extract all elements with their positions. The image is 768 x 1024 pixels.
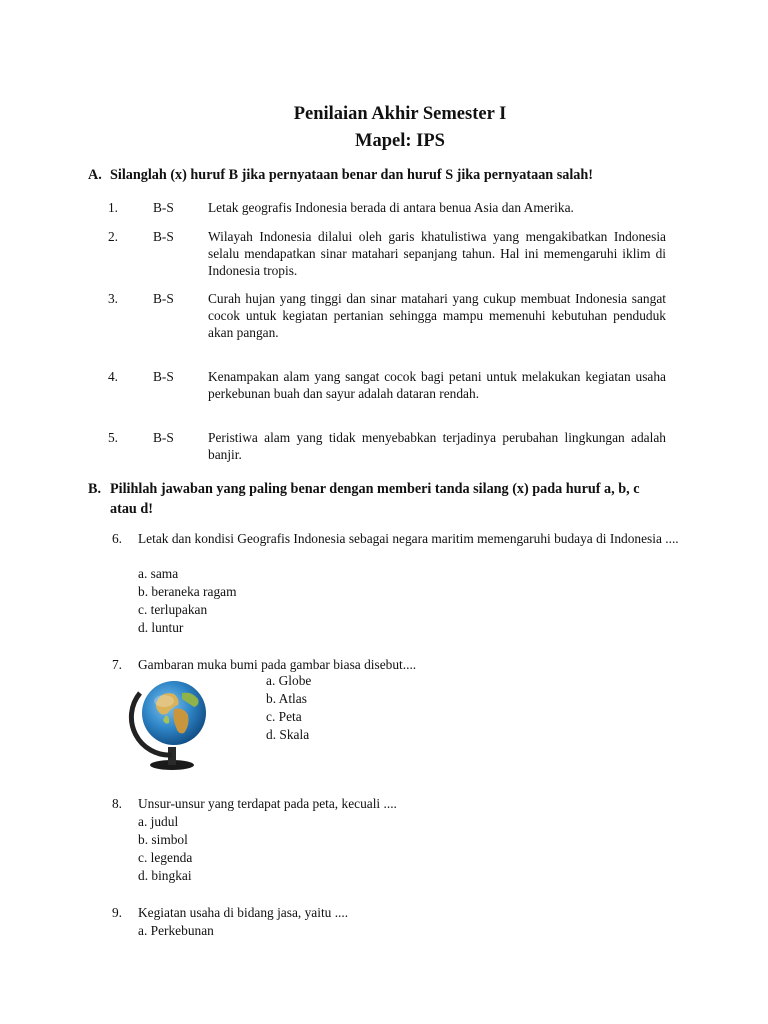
true-false-choice[interactable]: B-S xyxy=(153,430,174,445)
true-false-choice[interactable]: B-S xyxy=(153,291,174,306)
question-number: 9. xyxy=(111,905,122,920)
item-number: 3. xyxy=(107,291,118,306)
answer-option[interactable]: c. legenda xyxy=(138,850,193,865)
answer-option[interactable]: c. terlupakan xyxy=(138,602,208,617)
section-b-instruction-cont: atau d! xyxy=(110,501,153,517)
answer-option[interactable]: d. bingkai xyxy=(138,868,192,883)
answer-options xyxy=(266,672,311,744)
question-number: 7. xyxy=(111,657,122,672)
answer-option[interactable]: a. judul xyxy=(138,814,179,829)
section-b-heading xyxy=(88,479,640,519)
answer-option[interactable]: a. sama xyxy=(138,566,179,581)
statement-text: Kenampakan alam yang sangat cocok bagi petani untuk melakukan kegiatan usaha perkebunan buah dan sayur adalah dataran rendah. xyxy=(208,369,666,401)
exam-title: Penilaian Akhir Semester I xyxy=(293,104,507,124)
item-number: 5. xyxy=(107,430,118,445)
answer-options xyxy=(138,813,192,885)
section-a-heading xyxy=(88,167,593,184)
statement-text: Peristiwa alam yang tidak menyebabkan terjadinya perubahan lingkungan adalah banjir. xyxy=(208,430,666,462)
answer-option[interactable]: c. Peta xyxy=(266,709,302,724)
question-text: Letak dan kondisi Geografis Indonesia sebagai negara maritim memengaruhi budaya di Indonesia .... xyxy=(138,531,679,546)
statement-text: Curah hujan yang tinggi dan sinar matahari yang cukup membuat Indonesia sangat cocok untuk kegiatan pertanian sehingga mampu memenuhi kebutuhan penduduk akan pangan. xyxy=(208,291,666,340)
true-false-choice[interactable]: B-S xyxy=(153,369,174,384)
answer-option[interactable]: b. Atlas xyxy=(266,691,307,706)
statement-text: Letak geografis Indonesia berada di antara benua Asia dan Amerika. xyxy=(208,200,574,215)
answer-options xyxy=(138,565,237,637)
question-text: Unsur-unsur yang terdapat pada peta, kecuali .... xyxy=(138,796,397,811)
item-number: 4. xyxy=(107,369,118,384)
question-text: Kegiatan usaha di bidang jasa, yaitu .... xyxy=(138,905,349,920)
section-b-letter: B. xyxy=(88,481,102,497)
answer-option[interactable]: d. luntur xyxy=(138,620,184,635)
true-false-choice[interactable]: B-S xyxy=(153,229,174,244)
answer-option[interactable]: a. Perkebunan xyxy=(138,923,214,938)
question-number: 8. xyxy=(111,796,122,811)
answer-option[interactable]: a. Globe xyxy=(266,673,312,688)
answer-option[interactable]: d. Skala xyxy=(266,727,310,742)
section-a-letter: A. xyxy=(88,167,102,183)
section-b-instruction: Pilihlah jawaban yang paling benar dengan memberi tanda silang (x) pada huruf a, b, c xyxy=(110,481,640,497)
item-number: 1. xyxy=(107,200,118,215)
globe-image xyxy=(128,673,216,773)
item-number: 2. xyxy=(107,229,118,244)
statement-text: Wilayah Indonesia dilalui oleh garis khatulistiwa yang mengakibatkan Indonesia selalu mendapatkan sinar matahari sepanjang tahun. Hal ini memengaruhi iklim di Indonesia tropis. xyxy=(208,229,666,278)
exam-subject: Mapel: IPS xyxy=(355,131,445,151)
question-text: Gambaran muka bumi pada gambar biasa disebut.... xyxy=(138,657,417,672)
question-number: 6. xyxy=(111,531,122,546)
answer-option[interactable]: b. beraneka ragam xyxy=(138,584,237,599)
true-false-choice[interactable]: B-S xyxy=(153,200,174,215)
answer-options xyxy=(138,922,214,940)
answer-option[interactable]: b. simbol xyxy=(138,832,188,847)
section-a-instruction: Silanglah (x) huruf B jika pernyataan benar dan huruf S jika pernyataan salah! xyxy=(110,167,594,183)
